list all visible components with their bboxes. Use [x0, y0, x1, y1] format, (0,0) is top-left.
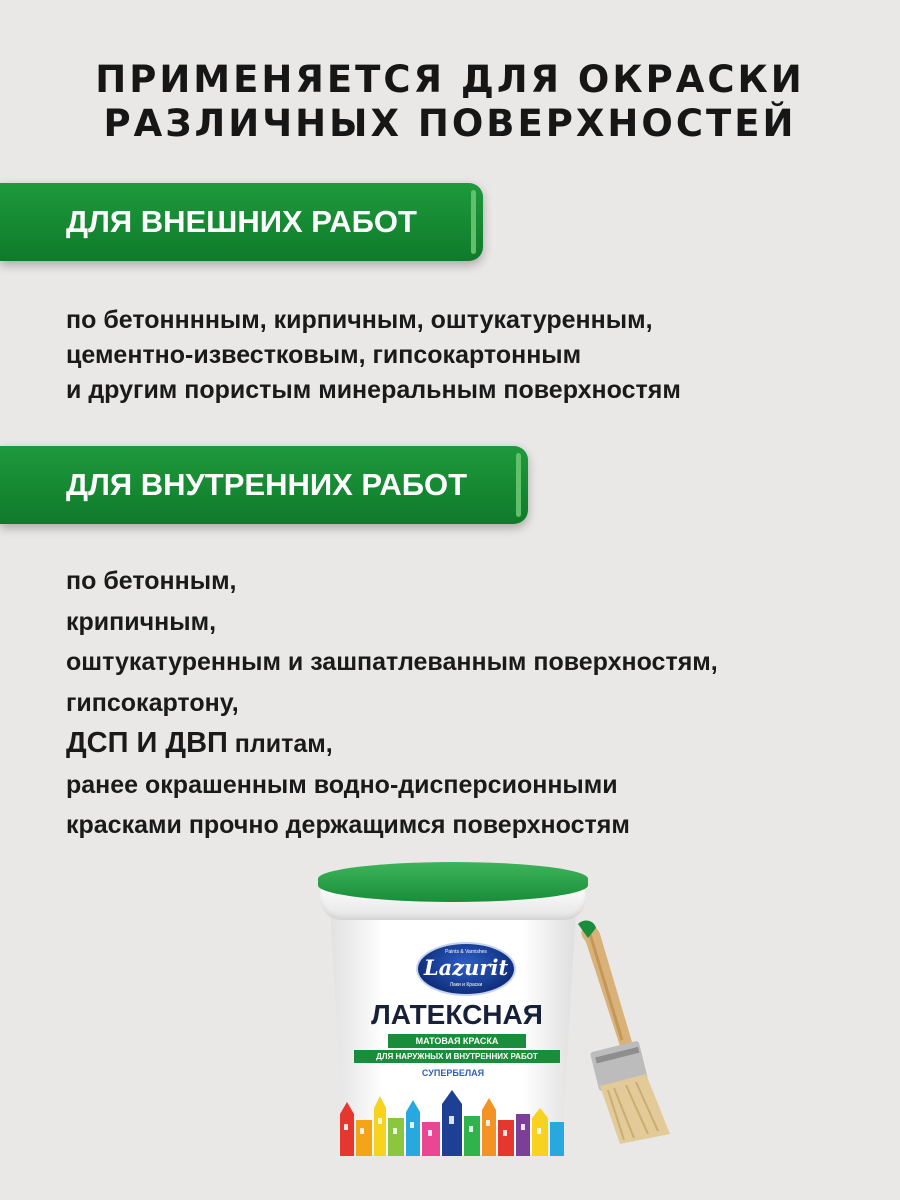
interior-work-banner [0, 446, 528, 524]
interior-line: по бетонным, [66, 567, 237, 595]
interior-line: крипичным, [66, 607, 217, 636]
exterior-line: и другим пористым минеральным поверхностям [66, 376, 681, 404]
product-variant-label: СУПЕРБЕЛАЯ [421, 1068, 485, 1078]
page-title [0, 58, 900, 146]
brand-tagline-top: Paints & Varnishes [445, 949, 487, 955]
brand-logo [416, 942, 516, 996]
exterior-surfaces-list [66, 303, 681, 408]
interior-line: ранее окрашенным водно-дисперсионными [66, 770, 618, 799]
colorful-town-illustration [336, 1088, 570, 1156]
product-type-label: МАТОВАЯ КРАСКА [388, 1034, 526, 1048]
exterior-work-heading: ДЛЯ ВНЕШНИХ РАБОТ [66, 204, 417, 239]
dsp-dvp-text: ДСП И ДВП [66, 727, 228, 759]
exterior-work-banner [0, 183, 483, 261]
paint-bucket-image [318, 862, 588, 1162]
interior-line: оштукатуренным и зашпатлеванным поверхностям, [66, 648, 718, 676]
exterior-line: по бетонннным, кирпичным, оштукатуренным, [66, 306, 653, 334]
paint-brush-icon [574, 920, 684, 1145]
interior-line: гипсокартону, [66, 688, 239, 717]
interior-line: красками прочно держащимся поверхностям [66, 811, 630, 839]
interior-line-dsp [66, 723, 718, 765]
bucket-lid [318, 862, 588, 902]
page-title-line-2: РАЗЛИЧНЫХ ПОВЕРХНОСТЕЙ [103, 102, 797, 145]
product-usage-label: ДЛЯ НАРУЖНЫХ И ВНУТРЕННИХ РАБОТ [354, 1050, 560, 1063]
interior-work-heading: ДЛЯ ВНУТРЕННИХ РАБОТ [66, 467, 468, 502]
page-title-line-1: ПРИМЕНЯЕТСЯ ДЛЯ ОКРАСКИ [95, 58, 805, 101]
interior-surfaces-list [66, 561, 718, 846]
exterior-line: цементно-известковым, гипсокартонным [66, 341, 582, 369]
plates-text: плитам, [227, 730, 333, 758]
product-name: ЛАТЕКСНАЯ [371, 999, 543, 1030]
brand-tagline-bottom: Лаки и Краски [449, 982, 483, 988]
brand-name: Lazurit [423, 955, 509, 980]
